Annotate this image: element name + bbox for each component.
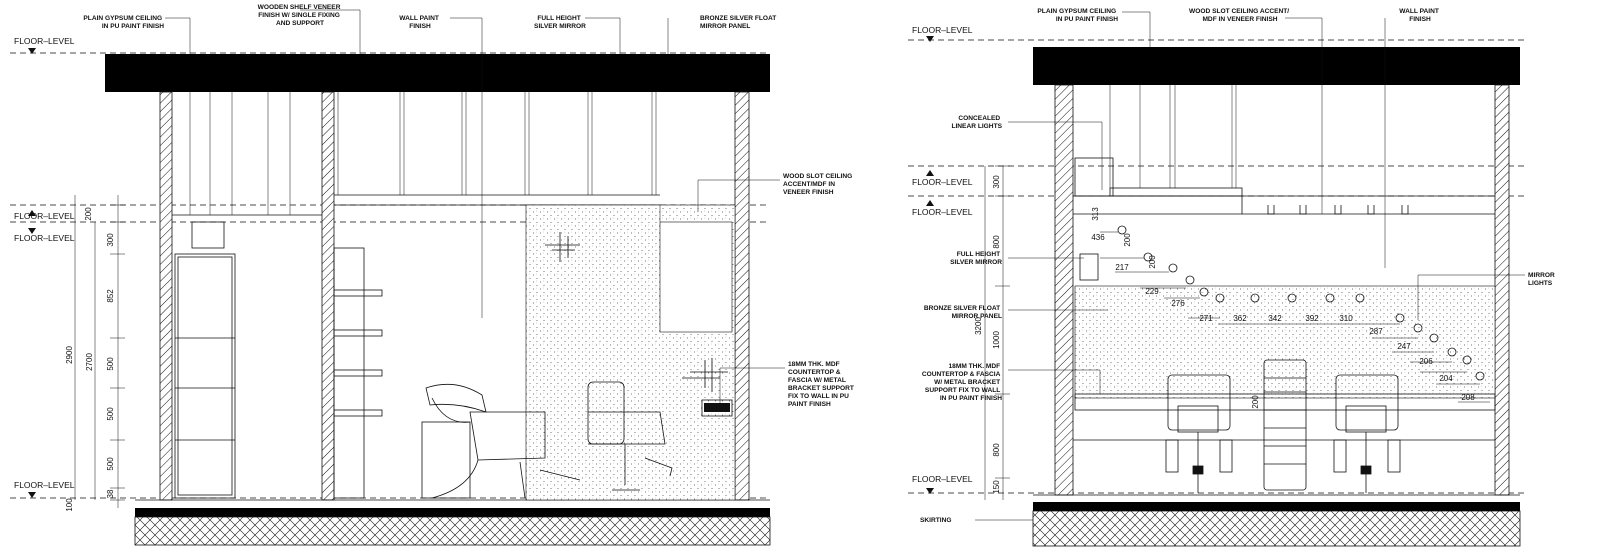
svg-text:BRONZE SILVER FLOAT MIRR: BRONZE SILVER FLOAT MIRROR PANEL [923,305,1002,320]
svg-text:SKIRTING: SKIRTING [920,517,952,524]
svg-text:852: 852 [106,289,115,303]
svg-text:WOODEN SHELF VENEER FINI: WOODEN SHELF VENEER FINISH W/ SINGLE FIXING AND SUPPORT [257,4,341,27]
svg-text:200: 200 [1123,233,1132,247]
level-label: FLOOR–LEVEL [912,474,973,484]
svg-text:2900: 2900 [65,346,74,364]
svg-text:100: 100 [65,498,74,512]
svg-text:MIRROR LIGHTS: MIRROR LIGHTS [1528,272,1555,287]
svg-text:PLAIN GYPSUM CEILING IN: PLAIN GYPSUM CEILING IN PU PAINT FINISH [1037,8,1118,23]
svg-text:300: 300 [992,175,1001,189]
svg-text:204: 204 [1439,374,1453,383]
svg-text:287: 287 [1369,327,1383,336]
svg-text:206: 206 [1419,357,1433,366]
svg-text:247: 247 [1397,342,1411,351]
svg-text:1000: 1000 [992,331,1001,349]
svg-text:200: 200 [84,207,93,221]
svg-text:WALL PAINT FINISH: WALL PAINT FINISH [399,15,439,30]
svg-text:BRONZE SILVER FLOAT MIRR: BRONZE SILVER FLOAT MIRROR PANEL [700,15,777,30]
svg-text:392: 392 [1305,314,1319,323]
svg-text:18MM THK. MDF COUNTERTOP: 18MM THK. MDF COUNTERTOP & FASCIA W/ METAL BRACKET SUPPORT FIX TO WALL IN PU PAINT FINISH [788,361,854,408]
svg-text:38: 38 [106,489,115,499]
svg-text:313: 313 [1091,207,1100,221]
svg-text:WOOD SLOT CEILING ACCENT/: WOOD SLOT CEILING ACCENT/ MDF IN VENEER FINISH [1189,8,1290,23]
svg-text:500: 500 [106,357,115,371]
svg-text:229: 229 [1145,287,1159,296]
level-label: FLOOR–LEVEL [14,480,75,490]
storage-cabinet [175,254,235,498]
svg-text:271: 271 [1199,314,1213,323]
svg-text:150: 150 [992,480,1001,494]
svg-text:WOOD SLOT CEILING ACCENT: WOOD SLOT CEILING ACCENT/MDF IN VENEER FINISH [783,173,853,196]
level-label: FLOOR–LEVEL [912,25,973,35]
svg-text:800: 800 [992,235,1001,249]
svg-text:800: 800 [992,443,1001,457]
svg-text:FULL HEIGHT SILVER MIRRO: FULL HEIGHT SILVER MIRROR [950,251,1002,266]
svg-text:276: 276 [1171,299,1185,308]
right-wall [735,92,749,500]
level-label: FLOOR–LEVEL [14,211,75,221]
svg-text:300: 300 [106,233,115,247]
level-label: FLOOR–LEVEL [912,177,973,187]
left-wall [160,92,172,500]
svg-text:2700: 2700 [85,353,94,371]
right-elevation [908,8,1557,546]
level-label: FLOOR–LEVEL [14,233,75,243]
left-wall [1055,85,1073,495]
svg-text:PLAIN GYPSUM CEILING IN: PLAIN GYPSUM CEILING IN PU PAINT FINISH [83,15,164,30]
ceiling-slab [1033,47,1520,85]
left-elevation [10,4,856,545]
svg-text:500: 500 [106,407,115,421]
svg-text:CONCEALED LINEAR LIGHTS: CONCEALED LINEAR LIGHTS [951,115,1002,130]
svg-text:436: 436 [1091,233,1105,242]
svg-text:500: 500 [106,457,115,471]
svg-text:200: 200 [1148,255,1157,269]
svg-text:200: 200 [1251,395,1260,409]
ceiling-slab [105,54,770,92]
svg-text:3200: 3200 [974,317,983,335]
svg-text:310: 310 [1339,314,1353,323]
svg-text:FULL HEIGHT SILVER MIRRO: FULL HEIGHT SILVER MIRROR [534,15,586,30]
svg-text:208: 208 [1461,393,1475,402]
svg-text:WALL PAINT FINISH: WALL PAINT FINISH [1399,8,1439,23]
svg-text:217: 217 [1115,263,1129,272]
svg-text:362: 362 [1233,314,1247,323]
level-label: FLOOR–LEVEL [14,36,75,46]
svg-text:342: 342 [1268,314,1282,323]
bronze-mirror-panel [1075,286,1495,398]
wooden-shelves [334,248,382,498]
level-label: FLOOR–LEVEL [912,207,973,217]
right-wall [1495,85,1509,495]
partition-wall [322,92,334,500]
svg-text:18MM THK. MDF COUNTERTOP: 18MM THK. MDF COUNTERTOP & FASCIA W/ METAL BRACKET SUPPORT FIX TO WALL IN PU PAINT FINISH [921,363,1002,402]
